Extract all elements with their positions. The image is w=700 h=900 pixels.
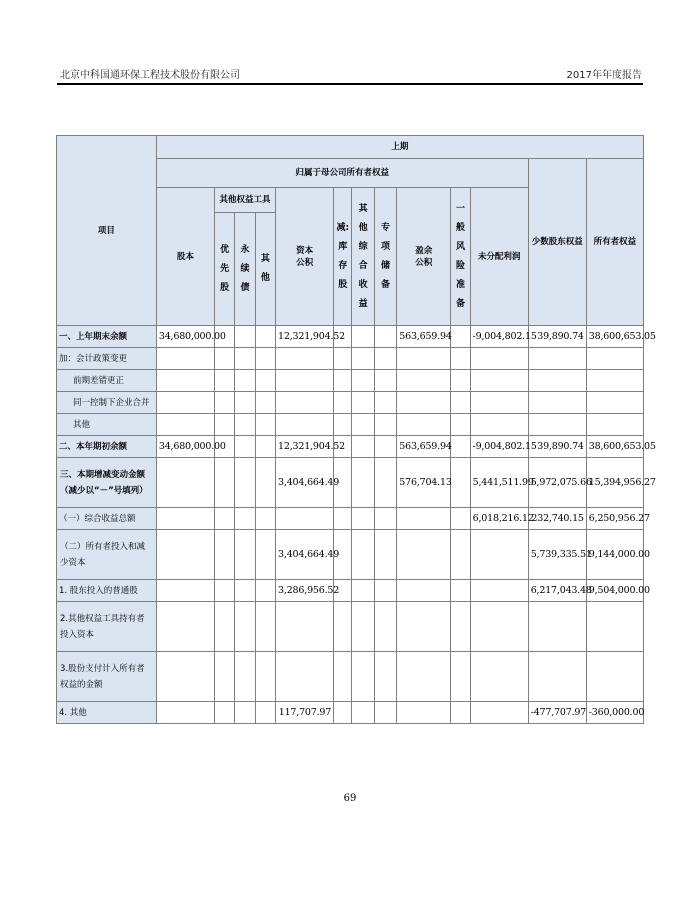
cell-preferred-stock [214, 508, 234, 530]
cell-treasury-stock [334, 602, 352, 652]
col-header-total: 所有者权益 [586, 159, 643, 326]
row-label: 3.股份支付计入所有者权益的金额 [57, 652, 157, 702]
header-row-period [57, 136, 644, 159]
cell-other-instrument [255, 580, 275, 602]
cell-special-reserve [374, 702, 396, 724]
cell-oci [352, 702, 374, 724]
cell-undistributed-profit: 6,018,216.12 [470, 508, 528, 530]
cell-undistributed-profit: -9,004,802.15 [470, 436, 528, 458]
cell-other-instrument [255, 370, 275, 392]
table-row [57, 602, 644, 652]
cell-special-reserve [374, 508, 396, 530]
cell-preferred-stock [214, 392, 234, 414]
row-label: 其他 [57, 414, 157, 436]
cell-total-equity: 38,600,653.05 [586, 326, 643, 348]
cell-preferred-stock [214, 702, 234, 724]
cell-share-capital [156, 392, 214, 414]
cell-minority-interest: 5,972,075.66 [528, 458, 586, 508]
cell-special-reserve [374, 652, 396, 702]
cell-treasury-stock [334, 652, 352, 702]
cell-preferred-stock [214, 348, 234, 370]
row-label: 加：会计政策变更 [57, 348, 157, 370]
cell-undistributed-profit [470, 530, 528, 580]
cell-treasury-stock [334, 370, 352, 392]
cell-special-reserve [374, 370, 396, 392]
cell-general-risk-reserve [451, 348, 470, 370]
cell-general-risk-reserve [451, 458, 470, 508]
cell-share-capital [156, 508, 214, 530]
cell-share-capital [156, 348, 214, 370]
row-label: 一、上年期末余额 [57, 326, 157, 348]
table-row [57, 580, 644, 602]
cell-capital-reserve [276, 414, 334, 436]
cell-total-equity [586, 414, 643, 436]
cell-share-capital [156, 652, 214, 702]
cell-capital-reserve [276, 602, 334, 652]
cell-general-risk-reserve [451, 414, 470, 436]
cell-surplus-reserve [397, 370, 451, 392]
header-company: 北京中科国通环保工程技术股份有限公司 [60, 70, 240, 81]
cell-capital-reserve [276, 392, 334, 414]
col-header-treasury-stock: 减: 库存 股 [334, 188, 352, 326]
cell-surplus-reserve [397, 508, 451, 530]
cell-perpetual-bond [235, 370, 255, 392]
cell-share-capital [156, 458, 214, 508]
cell-preferred-stock [214, 370, 234, 392]
cell-other-instrument [255, 702, 275, 724]
cell-undistributed-profit [470, 702, 528, 724]
cell-share-capital [156, 580, 214, 602]
cell-perpetual-bond [235, 580, 255, 602]
cell-oci [352, 370, 374, 392]
row-label: 同一控制下企业合并 [57, 392, 157, 414]
col-header-minority: 少数股东权益 [528, 159, 586, 326]
cell-capital-reserve: 3,286,956.52 [276, 580, 334, 602]
cell-general-risk-reserve [451, 602, 470, 652]
row-label: 4. 其他 [57, 702, 157, 724]
cell-undistributed-profit [470, 414, 528, 436]
cell-general-risk-reserve [451, 652, 470, 702]
table-row [57, 414, 644, 436]
cell-undistributed-profit: -9,004,802.15 [470, 326, 528, 348]
cell-total-equity [586, 348, 643, 370]
cell-undistributed-profit [470, 652, 528, 702]
cell-surplus-reserve [397, 348, 451, 370]
cell-general-risk-reserve [451, 702, 470, 724]
cell-preferred-stock [214, 414, 234, 436]
cell-preferred-stock [214, 580, 234, 602]
cell-share-capital [156, 702, 214, 724]
cell-perpetual-bond [235, 602, 255, 652]
cell-perpetual-bond [235, 326, 255, 348]
cell-special-reserve [374, 348, 396, 370]
cell-perpetual-bond [235, 652, 255, 702]
cell-share-capital [156, 414, 214, 436]
row-label: 前期差错更正 [57, 370, 157, 392]
table-row [57, 702, 644, 724]
cell-total-equity: 9,504,000.00 [586, 580, 643, 602]
table-row [57, 348, 644, 370]
cell-minority-interest: 232,740.15 [528, 508, 586, 530]
col-header-other: 其 他 [255, 213, 275, 326]
cell-preferred-stock [214, 602, 234, 652]
cell-oci [352, 458, 374, 508]
cell-special-reserve [374, 602, 396, 652]
cell-capital-reserve: 3,404,664.49 [276, 530, 334, 580]
cell-undistributed-profit [470, 348, 528, 370]
row-label: 三、本期增减变动金额（减少以“－”号填列） [57, 458, 157, 508]
table-row [57, 530, 644, 580]
cell-preferred-stock [214, 652, 234, 702]
cell-special-reserve [374, 326, 396, 348]
period-header: 上期 [156, 136, 643, 159]
cell-special-reserve [374, 436, 396, 458]
col-header-capital-reserve: 资本 公积 [276, 188, 334, 326]
cell-preferred-stock [214, 458, 234, 508]
cell-total-equity [586, 392, 643, 414]
cell-undistributed-profit [470, 370, 528, 392]
table-row [57, 392, 644, 414]
cell-surplus-reserve: 563,659.94 [397, 326, 451, 348]
cell-special-reserve [374, 392, 396, 414]
table-row [57, 326, 644, 348]
cell-oci [352, 414, 374, 436]
cell-special-reserve [374, 580, 396, 602]
cell-surplus-reserve [397, 530, 451, 580]
cell-other-instrument [255, 602, 275, 652]
col-header-undistributed-profit: 未分配利润 [470, 188, 528, 326]
cell-general-risk-reserve [451, 326, 470, 348]
cell-general-risk-reserve [451, 436, 470, 458]
cell-surplus-reserve: 563,659.94 [397, 436, 451, 458]
cell-total-equity: 38,600,653.05 [586, 436, 643, 458]
cell-special-reserve [374, 458, 396, 508]
cell-total-equity: 9,144,000.00 [586, 530, 643, 580]
col-header-preferred-stock: 优 先 股 [214, 213, 234, 326]
cell-oci [352, 436, 374, 458]
cell-undistributed-profit [470, 602, 528, 652]
col-header-general-risk-reserve: 一 般 风 险 准 备 [451, 188, 470, 326]
cell-perpetual-bond [235, 348, 255, 370]
cell-perpetual-bond [235, 414, 255, 436]
col-header-share-capital: 股本 [156, 188, 214, 326]
cell-perpetual-bond [235, 436, 255, 458]
cell-capital-reserve [276, 370, 334, 392]
cell-treasury-stock [334, 392, 352, 414]
cell-perpetual-bond [235, 458, 255, 508]
cell-undistributed-profit [470, 580, 528, 602]
cell-oci [352, 530, 374, 580]
cell-minority-interest: -477,707.97 [528, 702, 586, 724]
cell-surplus-reserve [397, 580, 451, 602]
cell-surplus-reserve: 576,704.13 [397, 458, 451, 508]
cell-oci [352, 580, 374, 602]
cell-capital-reserve: 117,707.97 [276, 702, 334, 724]
cell-minority-interest [528, 370, 586, 392]
cell-capital-reserve [276, 652, 334, 702]
cell-general-risk-reserve [451, 392, 470, 414]
cell-minority-interest [528, 414, 586, 436]
cell-minority-interest [528, 392, 586, 414]
cell-oci [352, 392, 374, 414]
cell-general-risk-reserve [451, 370, 470, 392]
cell-other-instrument [255, 508, 275, 530]
cell-surplus-reserve [397, 414, 451, 436]
table-row [57, 458, 644, 508]
cell-perpetual-bond [235, 508, 255, 530]
cell-capital-reserve [276, 508, 334, 530]
cell-minority-interest: 5,739,335.51 [528, 530, 586, 580]
cell-share-capital: 34,680,000.00 [156, 326, 214, 348]
cell-other-instrument [255, 326, 275, 348]
cell-minority-interest: 39,890.74 [528, 326, 586, 348]
cell-perpetual-bond [235, 702, 255, 724]
cell-total-equity: 6,250,956.27 [586, 508, 643, 530]
cell-share-capital [156, 530, 214, 580]
cell-capital-reserve: 12,321,904.52 [276, 326, 334, 348]
header-report-title: 2017年年度报告 [566, 70, 642, 81]
cell-share-capital [156, 370, 214, 392]
cell-perpetual-bond [235, 530, 255, 580]
cell-total-equity: 15,394,956.27 [586, 458, 643, 508]
col-header-oci: 其 他 综 合 收 益 [352, 188, 374, 326]
row-label: 2.其他权益工具持有者投入资本 [57, 602, 157, 652]
cell-minority-interest: 6,217,043.48 [528, 580, 586, 602]
cell-oci [352, 652, 374, 702]
header-divider [57, 83, 643, 85]
cell-surplus-reserve [397, 702, 451, 724]
row-label: （二）所有者投入和减少资本 [57, 530, 157, 580]
page-number: 69 [343, 793, 357, 804]
table-row [57, 652, 644, 702]
cell-capital-reserve: 12,321,904.52 [276, 436, 334, 458]
cell-treasury-stock [334, 348, 352, 370]
parent-equity-header: 归属于母公司所有者权益 [156, 159, 528, 188]
cell-oci [352, 326, 374, 348]
row-label: 二、本年期初余额 [57, 436, 157, 458]
cell-general-risk-reserve [451, 530, 470, 580]
cell-share-capital [156, 602, 214, 652]
cell-other-instrument [255, 414, 275, 436]
cell-general-risk-reserve [451, 508, 470, 530]
cell-undistributed-profit: 5,441,511.99 [470, 458, 528, 508]
cell-total-equity [586, 370, 643, 392]
cell-surplus-reserve [397, 602, 451, 652]
cell-other-instrument [255, 458, 275, 508]
table-row [57, 508, 644, 530]
cell-undistributed-profit [470, 392, 528, 414]
cell-capital-reserve [276, 348, 334, 370]
cell-other-instrument [255, 392, 275, 414]
cell-minority-interest: 39,890.74 [528, 436, 586, 458]
cell-oci [352, 602, 374, 652]
col-header-item: 项目 [57, 136, 157, 326]
cell-other-instrument [255, 530, 275, 580]
cell-special-reserve [374, 530, 396, 580]
cell-total-equity [586, 602, 643, 652]
cell-oci [352, 508, 374, 530]
cell-share-capital: 34,680,000.00 [156, 436, 214, 458]
table-row [57, 436, 644, 458]
cell-oci [352, 348, 374, 370]
cell-other-instrument [255, 652, 275, 702]
cell-other-instrument [255, 436, 275, 458]
other-equity-instruments-header: 其他权益工具 [214, 188, 275, 213]
cell-treasury-stock [334, 508, 352, 530]
cell-preferred-stock [214, 530, 234, 580]
cell-general-risk-reserve [451, 580, 470, 602]
cell-minority-interest [528, 348, 586, 370]
cell-capital-reserve: 3,404,664.49 [276, 458, 334, 508]
cell-minority-interest [528, 652, 586, 702]
cell-surplus-reserve [397, 392, 451, 414]
cell-surplus-reserve [397, 652, 451, 702]
cell-total-equity: -360,000.00 [586, 702, 643, 724]
row-label: 1. 股东投入的普通股 [57, 580, 157, 602]
col-header-special-reserve: 专 项 储 备 [374, 188, 396, 326]
cell-other-instrument [255, 348, 275, 370]
col-header-perpetual-bond: 永 续 债 [235, 213, 255, 326]
cell-perpetual-bond [235, 392, 255, 414]
equity-change-table [56, 135, 656, 724]
cell-special-reserve [374, 414, 396, 436]
table-row [57, 370, 644, 392]
cell-minority-interest [528, 602, 586, 652]
cell-treasury-stock [334, 414, 352, 436]
row-label: （一）综合收益总额 [57, 508, 157, 530]
cell-total-equity [586, 652, 643, 702]
col-header-surplus-reserve: 盈余 公积 [397, 188, 451, 326]
cell-treasury-stock [334, 702, 352, 724]
